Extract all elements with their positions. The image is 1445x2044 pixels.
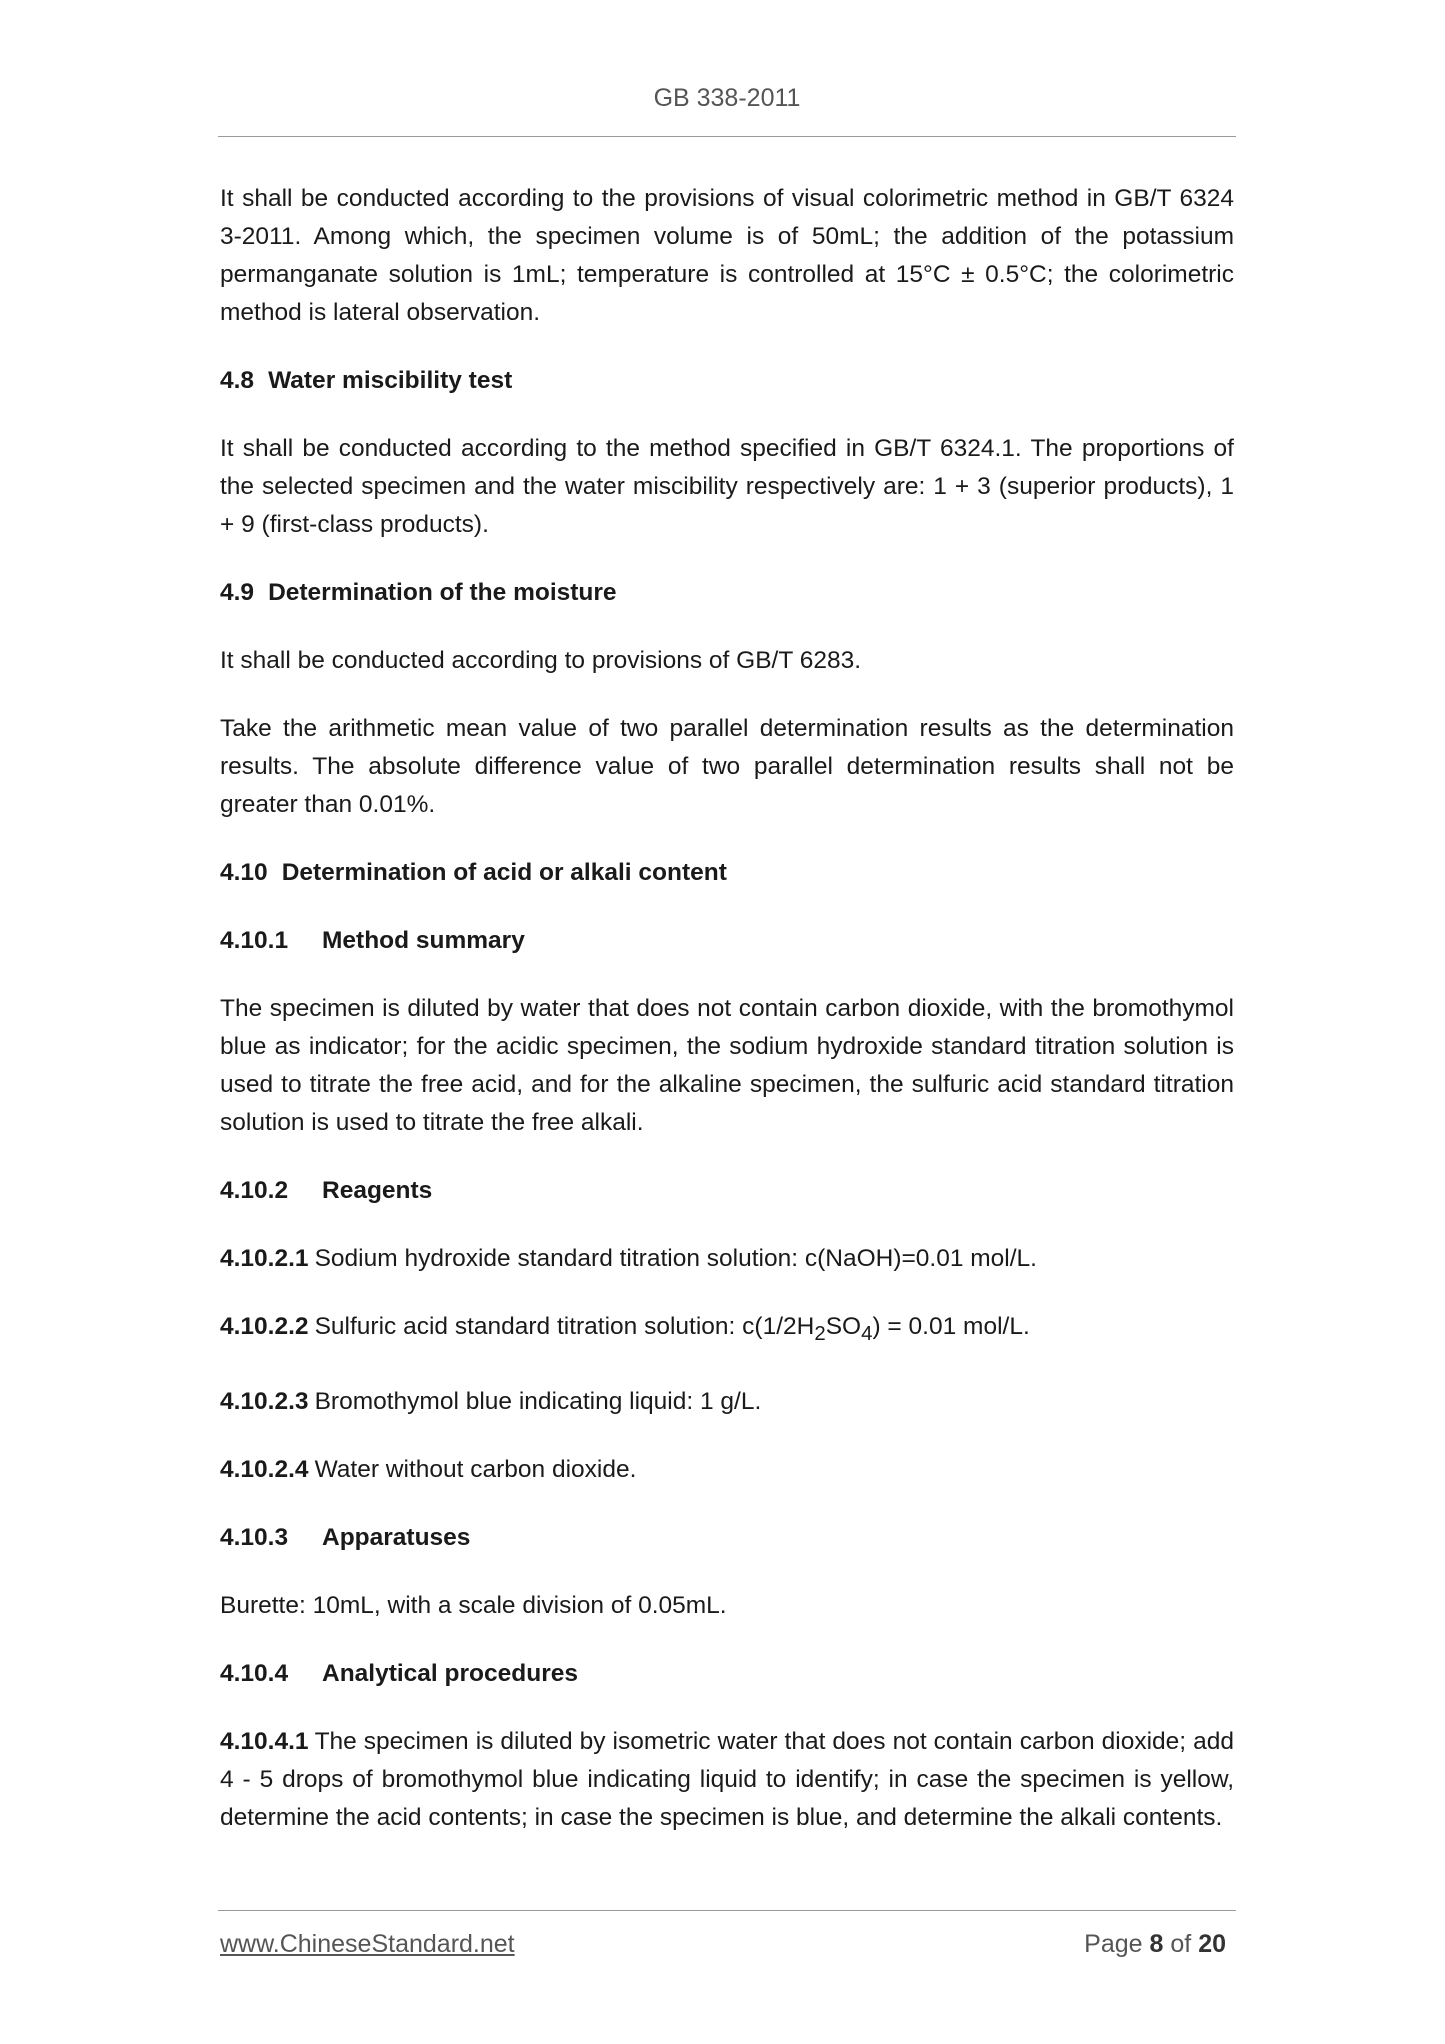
section-4-10-4-heading [220, 1655, 1234, 1693]
section-4-9-heading [220, 574, 1234, 612]
page-of-label: of [1170, 1930, 1192, 1958]
total-page-number: 20 [1198, 1930, 1226, 1958]
clause-text-prefix: Sulfuric acid standard titration solution: c(1/2H [314, 1313, 815, 1340]
clause-number: 4.10.2.3 [220, 1387, 309, 1415]
clause-4-10-2-3 [220, 1383, 1234, 1421]
section-title: Water miscibility test [268, 367, 513, 394]
section-4-10-3-paragraph: Burette: 10mL, with a scale division of 0.05mL. [220, 1591, 727, 1619]
section-number: 4.10.1 [220, 927, 289, 954]
clause-text-suffix: ) = 0.01 mol/L. [872, 1313, 1030, 1340]
section-number: 4.8 [220, 367, 255, 394]
section-number: 4.10 [220, 859, 268, 886]
page-label: Page [1084, 1930, 1143, 1958]
section-4-10-3-heading [220, 1519, 1234, 1557]
clause-number: 4.10.2.4 [220, 1455, 309, 1483]
section-title: Reagents [322, 1177, 433, 1204]
clause-4-10-2-4 [220, 1451, 1234, 1489]
section-title: Determination of acid or alkali content [281, 859, 727, 886]
section-title: Analytical procedures [322, 1659, 578, 1687]
section-4-9-paragraph-1: It shall be conducted according to provisions of GB/T 6283. [220, 647, 862, 674]
section-number: 4.10.3 [220, 1523, 289, 1551]
subscript-four: 4 [861, 1322, 873, 1345]
section-4-10-2-heading [220, 1172, 1234, 1210]
section-number: 4.10.2 [220, 1177, 289, 1204]
section-4-8-paragraph: It shall be conducted according to the method specified in GB/T 6324.1. The proportions of the selected specimen and the water miscibility respectively are: 1 + 3 (superior products), 1 + 9 (first-class products). [220, 435, 1234, 538]
section-4-10-heading [220, 854, 1234, 892]
section-title: Method summary [322, 927, 525, 954]
clause-number: 4.10.4.1 [220, 1727, 309, 1755]
header-divider [218, 136, 1236, 137]
section-4-10-1-heading [220, 922, 1234, 960]
clause-4-10-2-2 [220, 1308, 1234, 1353]
section-title: Determination of the moisture [268, 579, 617, 606]
clause-4-10-2-1 [220, 1240, 1234, 1278]
clause-text: Bromothymol blue indicating liquid: 1 g/L. [314, 1387, 762, 1415]
section-title: Apparatuses [322, 1523, 471, 1551]
document-body [220, 180, 1234, 1867]
clause-text: Water without carbon dioxide. [314, 1455, 637, 1483]
page-header-doc-id: GB 338-2011 [653, 84, 801, 112]
section-number: 4.9 [220, 579, 255, 606]
section-4-8-heading [220, 362, 1234, 400]
section-4-9-paragraph-2: Take the arithmetic mean value of two parallel determination results as the determination results. The absolute difference value of two parallel determination results shall not be greater than 0.01%. [220, 715, 1234, 818]
clause-text-middle: SO [825, 1313, 862, 1340]
clause-4-10-4-1 [220, 1723, 1234, 1837]
section-4-10-1-paragraph: The specimen is diluted by water that does not contain carbon dioxide, with the bromothymol blue as indicator; for the acidic specimen, the sodium hydroxide standard titration solution is used to titrate the free acid, and for the alkaline specimen, the sulfuric acid standard titration solution is used to titrate the free alkali. [220, 995, 1234, 1136]
clause-text: The specimen is diluted by isometric water that does not contain carbon dioxide; add 4 - 5 drops of bromothymol blue indicating liquid to identify; in case the specimen is yellow, determine the acid contents; in case the specimen is blue, and determine the alkali contents. [220, 1727, 1234, 1831]
current-page-number: 8 [1149, 1930, 1164, 1958]
clause-text: Sodium hydroxide standard titration solution: c(NaOH)=0.01 mol/L. [314, 1245, 1037, 1272]
clause-number: 4.10.2.2 [220, 1313, 309, 1340]
page-indicator [1000, 1930, 1226, 1959]
intro-paragraph: It shall be conducted according to the provisions of visual colorimetric method in GB/T 6324 3-2011. Among which, the specimen volume is of 50mL; the addition of the potassium permanganate solution is 1mL; temperature is controlled at 15°C ± 0.5°C; the colorimetric method is lateral observation. [220, 185, 1234, 326]
footer-divider [218, 1910, 1236, 1911]
website-link[interactable]: www.ChineseStandard.net [220, 1930, 515, 1958]
section-number: 4.10.4 [220, 1659, 289, 1687]
clause-number: 4.10.2.1 [220, 1245, 309, 1272]
subscript-two: 2 [814, 1322, 826, 1345]
